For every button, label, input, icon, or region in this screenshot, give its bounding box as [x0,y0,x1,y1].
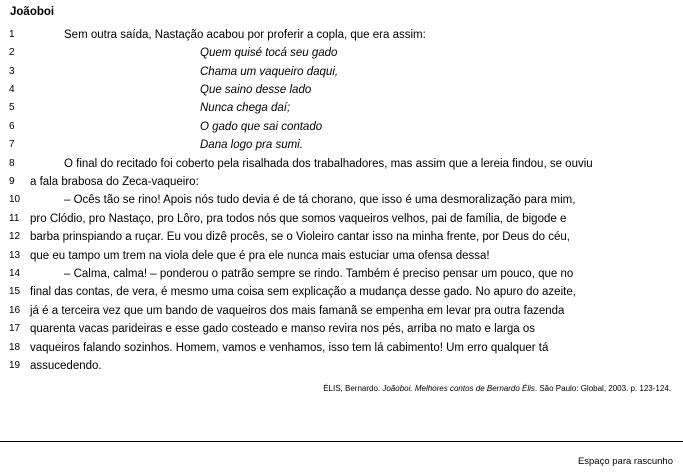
source-suffix: . São Paulo: Global, 2003. p. 123-124. [534,383,671,393]
numbered-text-block [8,26,675,376]
text-line [8,228,675,246]
line-text: já é a terceira vez que um bando de vaqueiros dos mais famanã se empenha em levar pra outra fazenda [30,304,565,317]
text-line [8,155,675,173]
text-line [8,191,675,209]
line-number: 10 [9,194,21,206]
source-citation [8,384,675,394]
source-title: Joãoboi. Melhores contos de Bernardo Élis [382,383,535,393]
line-number: 5 [9,102,15,114]
line-number: 4 [9,84,15,96]
text-line [8,26,675,44]
line-text: quarenta vacas parideiras e esse gado costeado e manso revira nos pés, arriba no mato e larga os [30,323,536,336]
line-text: que eu tampo um trem na viola dele que é pra ele nunca mais estuciar uma ofensa dessa! [30,249,490,262]
text-line [8,265,675,283]
text-line [8,81,675,99]
line-number: 16 [9,304,21,316]
line-text: – Ocês tão se rino! Apois nós tudo devia é de tá chorano, que isso é uma desmoralização para mim, [64,194,576,207]
text-line [8,339,675,357]
text-line [8,357,675,375]
text-line [8,247,675,265]
line-text: Sem outra saída, Nastação acabou por proferir a copla, que era assim: [64,28,426,41]
line-number: 17 [9,323,21,335]
line-number: 7 [9,139,15,151]
line-number: 9 [9,176,15,188]
line-number: 15 [9,286,21,298]
line-text: Que saino desse lado [200,84,312,97]
text-line [8,63,675,81]
text-line [8,210,675,228]
line-text: Chama um vaqueiro daqui, [200,65,339,78]
footer-divider [0,441,683,442]
line-text: O gado que sai contado [200,120,323,133]
footer-note: Espaço para rascunho [577,456,673,467]
line-number: 14 [9,268,21,280]
line-number: 19 [9,360,21,372]
page-title: Joãoboi [10,6,55,18]
text-line [8,44,675,62]
text-line [8,118,675,136]
line-text: Dana logo pra sumi. [200,139,303,152]
line-text: vaqueiros falando sozinhos. Homem, vamos e venhamos, isso tem lá cabimento! Um erro qualquer tá [30,341,549,354]
source-prefix: ÉLIS, Bernardo. [323,383,383,393]
text-line [8,136,675,154]
line-text: – Calma, calma! – ponderou o patrão sempre se rindo. Também é preciso pensar um pouco, que no [64,268,574,281]
line-number: 6 [9,120,15,132]
line-text: a fala brabosa do Zeca-vaqueiro: [30,176,199,189]
line-text: barba prinspiando a ruçar. Eu vou dizê procês, se o Violeiro cantar isso na minha frente, por Deus do céu, [30,231,570,244]
text-line [8,283,675,301]
line-number: 11 [9,212,20,224]
text-line [8,302,675,320]
text-line [8,173,675,191]
line-number: 13 [9,249,21,261]
line-text: final das contas, de vera, é mesmo uma coisa sem explicação a mudança desse gado. No apuro do azeite, [30,286,576,299]
line-text: assucedendo. [30,360,102,373]
line-number: 8 [9,157,15,169]
line-text: pro Clódio, pro Nastaço, pro Lôro, pra todos nós que somos vaqueiros velhos, pai de família, de bigode e [30,212,567,225]
text-line [8,320,675,338]
line-text: Quem quisé tocá seu gado [200,47,338,60]
line-number: 12 [9,231,21,243]
line-text: O final do recitado foi coberto pela risalhada dos trabalhadores, mas assim que a lereia findou, se ouviu [64,157,593,170]
line-number: 3 [9,65,15,77]
line-number: 2 [9,47,15,59]
line-number: 1 [9,28,15,40]
line-text: Nunca chega daí; [200,102,291,115]
line-number: 18 [9,341,21,353]
text-line [8,99,675,117]
